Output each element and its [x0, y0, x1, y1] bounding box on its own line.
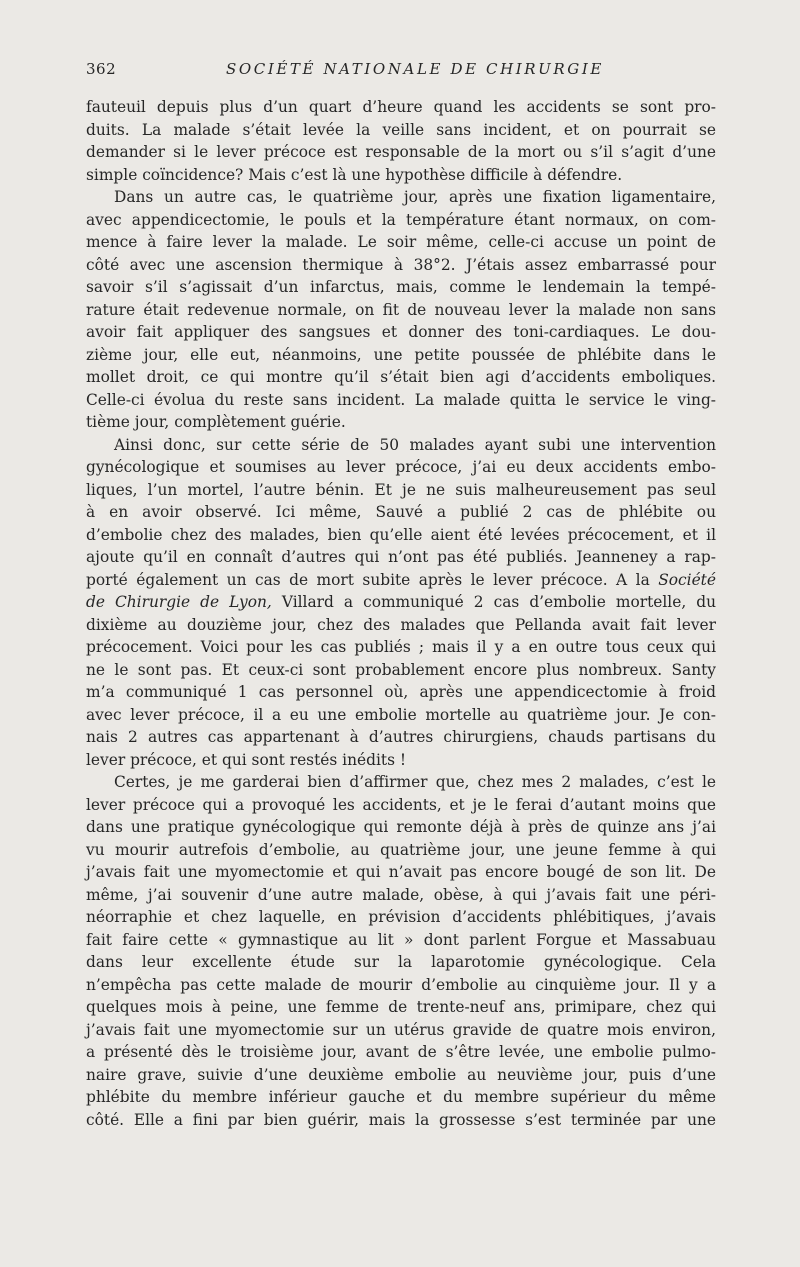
text-segment: Villard a communiqué 2 cas d’embolie mortelle, du: [271, 593, 716, 611]
text-line: n’empêcha pas cette malade de mourir d’embolie au cinquième jour. Il y a: [86, 975, 716, 994]
text-line: mollet droit, ce qui montre qu’il s’était bien agi d’accidents emboliques.: [86, 368, 716, 386]
text-line: m’a communiqué 1 cas personnel où, après une appendicectomie à froid: [86, 683, 716, 701]
text-line: naire grave, suivie d’une deuxième embolie au neuvième jour, puis d’une: [86, 1065, 716, 1084]
text-line: zième jour, elle eut, néanmoins, une petite poussée de phlébite dans le: [86, 345, 716, 364]
text-line: avoir fait appliquer des sangsues et donner des toni-cardiaques. Le dou-: [86, 323, 716, 341]
text-line: dans une pratique gynécologique qui remonte déjà à près de quinze ans j’ai: [86, 818, 716, 836]
text-line: a présenté dès le troisième jour, avant de s’être levée, une embolie pulmo-: [86, 1043, 716, 1061]
text-line: fait faire cette « gymnastique au lit » dont parlent Forgue et Massabuau: [86, 930, 716, 949]
text-line: avec appendicectomie, le pouls et la température étant normaux, on com-: [86, 210, 716, 229]
italic-society-word: Société: [658, 570, 716, 589]
text-line: Celle-ci évolua du reste sans incident. La malade quitta le service le ving-: [86, 390, 716, 409]
text-line: à en avoir observé. Ici même, Sauvé a publié 2 cas de phlébite ou: [86, 503, 716, 521]
text-line: ajoute qu’il en connaît d’autres qui n’ont pas été publiés. Jeanneney a rap-: [86, 548, 716, 566]
text-line: gynécologique et soumises au lever précoce, j’ai eu deux accidents embo-: [86, 458, 716, 476]
text-line: ne le sont pas. Et ceux-ci sont probablement encore plus nombreux. Santy: [86, 660, 716, 679]
text-line: lever précoce, et qui sont restés inédits !: [86, 750, 407, 769]
text-line: duits. La malade s’était levée la veille sans incident, et on pourrait se: [86, 120, 716, 139]
italic-chirurgie-lyon: de Chirurgie de Lyon,: [86, 593, 272, 611]
text-line: avec lever précoce, il a eu une embolie mortelle au quatrième jour. Je con-: [86, 705, 716, 724]
text-line: simple coïncidence? Mais c’est là une hypothèse difficile à défendre.: [86, 165, 623, 184]
body-text: [86, 96, 716, 1131]
text-segment: porté également un cas de mort subite après le lever précoce. A la: [86, 570, 650, 589]
text-line: même, j’ai souvenir d’une autre malade, obèse, à qui j’avais fait une péri-: [86, 885, 716, 904]
text-line: savoir s’il s’agissait d’un infarctus, mais, comme le lendemain la tempé-: [86, 278, 716, 296]
text-line: côté. Elle a fini par bien guérir, mais la grossesse s’est terminée par une: [86, 1110, 716, 1129]
text-line: liques, l’un mortel, l’autre bénin. Et je ne suis malheureusement pas seul: [86, 480, 716, 499]
text-line: quelques mois à peine, une femme de trente-neuf ans, primipare, chez qui: [86, 998, 716, 1016]
text-line: lever précoce qui a provoqué les accidents, et je le ferai d’autant moins que: [86, 795, 716, 814]
text-line: d’embolie chez des malades, bien qu’elle aient été levées précocement, et il: [86, 525, 716, 544]
text-line: précocement. Voici pour les cas publiés ; mais il y a en outre tous ceux qui: [86, 638, 716, 656]
text-line: côté avec une ascension thermique à 38°2. J’étais assez embarrassé pour: [86, 255, 716, 274]
text-line: néorraphie et chez laquelle, en prévision d’accidents phlébitiques, j’avais: [86, 908, 716, 926]
text-line: mence à faire lever la malade. Le soir même, celle-ci accuse un point de: [86, 233, 716, 251]
text-line: tième jour, complètement guérie.: [86, 413, 346, 431]
text-line: j’avais fait une myomectomie sur un utérus gravide de quatre mois environ,: [86, 1020, 716, 1039]
text-line: j’avais fait une myomectomie et qui n’avait pas encore bougé de son lit. De: [86, 863, 716, 881]
text-line: demander si le lever précoce est responsable de la mort ou s’il s’agit d’une: [86, 143, 716, 161]
running-head: SOCIÉTÉ NATIONALE DE CHIRURGIE: [226, 60, 604, 78]
page-number: 362: [86, 60, 117, 78]
paragraph-start-line: Dans un autre cas, le quatrième jour, après une fixation ligamentaire,: [114, 188, 716, 206]
text-line: dixième au douzième jour, chez des malades que Pellanda avait fait lever: [86, 615, 716, 634]
text-line: fauteuil depuis plus d’un quart d’heure quand les accidents se sont pro-: [86, 98, 716, 116]
text-line: phlébite du membre inférieur gauche et du membre supérieur du même: [86, 1088, 716, 1106]
text-line-with-italic: [86, 591, 716, 614]
text-line: dans leur excellente étude sur la laparotomie gynécologique. Cela: [86, 953, 716, 971]
text-line-with-italic: [86, 569, 716, 592]
paragraph-start-line: Ainsi donc, sur cette série de 50 malades ayant subi une intervention: [114, 435, 716, 454]
text-line: vu mourir autrefois d’embolie, au quatrième jour, une jeune femme à qui: [86, 840, 716, 859]
text-line: nais 2 autres cas appartenant à d’autres chirurgiens, chauds partisans du: [86, 728, 716, 746]
paragraph-start-line: Certes, je me garderai bien d’affirmer que, chez mes 2 malades, c’est le: [114, 773, 716, 791]
page-header: [86, 60, 714, 84]
text-line: rature était redevenue normale, on fit de nouveau lever la malade non sans: [86, 300, 716, 319]
